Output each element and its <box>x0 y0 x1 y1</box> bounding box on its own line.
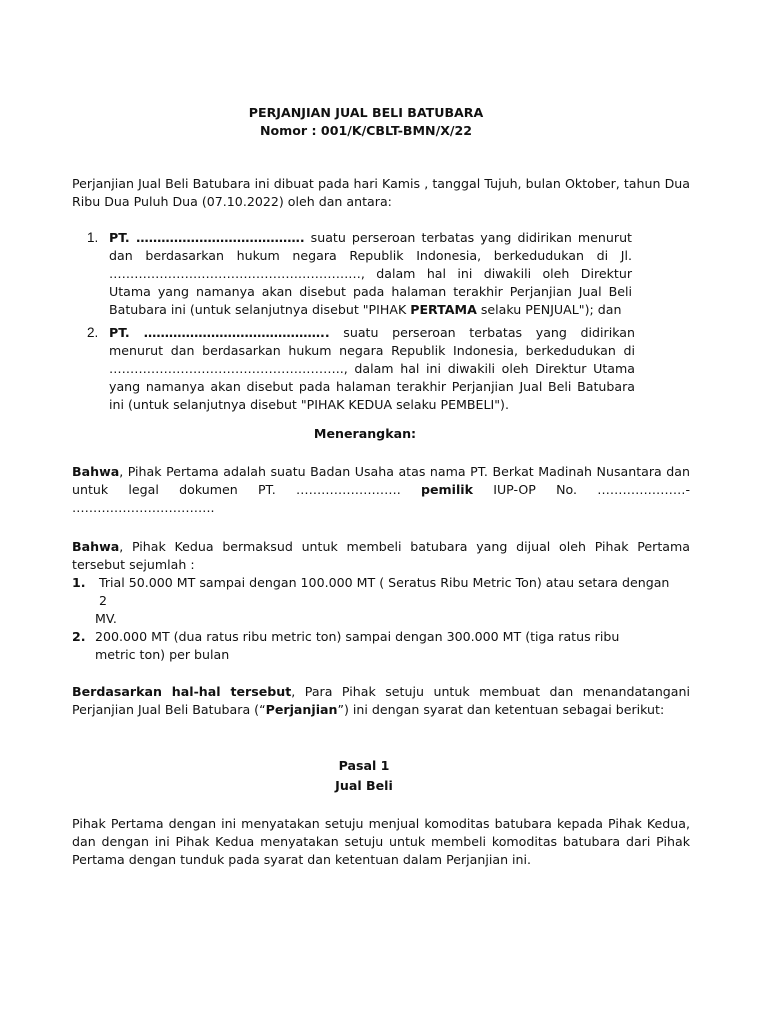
quantity-item-1 <box>72 574 672 628</box>
party-1-text-end: selaku PENJUAL"); dan <box>476 302 622 317</box>
document-title: PERJANJIAN JUAL BELI BATUBARA <box>248 105 484 120</box>
bahwa-1-lead: Bahwa <box>72 464 120 479</box>
party-1-number: 1. <box>87 230 99 245</box>
quantity-item-2-number: 2. <box>72 629 86 644</box>
pasal-number: Pasal 1 <box>338 758 390 773</box>
quantity-item-2 <box>72 628 672 664</box>
intro-paragraph: Perjanjian Jual Beli Batubara ini dibuat pada hari Kamis , tanggal Tujuh, bulan Oktober, tahun Dua Ribu Dua Puluh Dua (07.10.2022) oleh dan antara: <box>72 176 690 209</box>
bahwa-1-paragraph <box>72 463 690 517</box>
bahwa-2-lead: Bahwa <box>72 539 120 554</box>
quantity-item-2-line2: metric ton) per bulan <box>95 647 230 662</box>
bahwa-2-text: , Pihak Kedua bermaksud untuk membeli batubara yang dijual oleh Pihak Pertama tersebut sejumlah : <box>72 539 690 572</box>
bahwa-2-paragraph <box>72 538 690 574</box>
quantity-item-1-line2: MV. <box>95 611 117 626</box>
quantity-item-2-line1: 200.000 MT (dua ratus ribu metric ton) sampai dengan 300.000 MT (tiga ratus ribu <box>95 629 620 644</box>
bahwa-1-text-end: IUP-OP No. …………………- ……………………………. <box>72 482 690 515</box>
bahwa-1-bold: pemilik <box>420 482 473 497</box>
document-number: Nomor : 001/K/CBLT-BMN/X/22 <box>259 123 473 138</box>
party-2-paragraph <box>109 324 635 414</box>
party-1-text: suatu perseroan terbatas yang didirikan menurut dan berdasarkan hukum negara Republik Indonesia, berkedudukan di Jl. ……………………………………………………, dalam hal ini diwakili oleh Direktur Utama yang namanya akan disebut pada halaman terakhir Perjanjian Jual Beli Batubara ini (untuk selanjutnya disebut "PIHAK <box>109 230 632 317</box>
menerangkan-heading: Menerangkan: <box>313 426 417 441</box>
berdasarkan-paragraph <box>72 683 690 719</box>
party-1-pt: PT. …………………………………. <box>109 230 305 245</box>
pasal-body: Pihak Pertama dengan ini menyatakan setuju menjual komoditas batubara kepada Pihak Kedua, dan dengan ini Pihak Kedua menyatakan setuju untuk membeli komoditas batubara dari Pihak Pertama dengan tunduk pada syarat dan ketentuan dalam Perjanjian ini. <box>72 816 690 867</box>
berdasarkan-bold: Perjanjian <box>265 702 338 717</box>
party-2-text: suatu perseroan terbatas yang didirikan menurut dan berdasarkan hukum negara Republik Indonesia, berkedudukan di ……………………………………………….., dalam hal ini diwakili oleh Direktur Utama yang namanya akan disebut pada halaman terakhir Perjanjian Jual Beli Batubara ini (untuk selanjutnya disebut "PIHAK KEDUA selaku PEMBELI"). <box>109 325 635 412</box>
pasal-title: Jual Beli <box>335 778 393 793</box>
berdasarkan-text: , Para Pihak setuju untuk membuat dan menandatangani Perjanjian Jual Beli Batubara (“ <box>72 684 690 717</box>
bahwa-1-text: , Pihak Pertama adalah suatu Badan Usaha atas nama PT. Berkat Madinah Nusantara dan untuk legal dokumen PT. ……………………. <box>72 464 690 497</box>
quantity-item-1-line1: Trial 50.000 MT sampai dengan 100.000 MT ( Seratus Ribu Metric Ton) atau setara dengan 2 <box>99 575 670 608</box>
quantity-item-1-number: 1. <box>72 575 86 590</box>
party-2-number: 2. <box>87 325 99 340</box>
party-2-pt: PT. …………………………………….. <box>109 325 330 340</box>
party-1-paragraph <box>109 229 632 319</box>
berdasarkan-lead: Berdasarkan hal-hal tersebut <box>72 684 292 699</box>
party-1-role: PERTAMA <box>410 302 477 317</box>
berdasarkan-text-end: ”) ini dengan syarat dan ketentuan sebagai berikut: <box>337 702 665 717</box>
